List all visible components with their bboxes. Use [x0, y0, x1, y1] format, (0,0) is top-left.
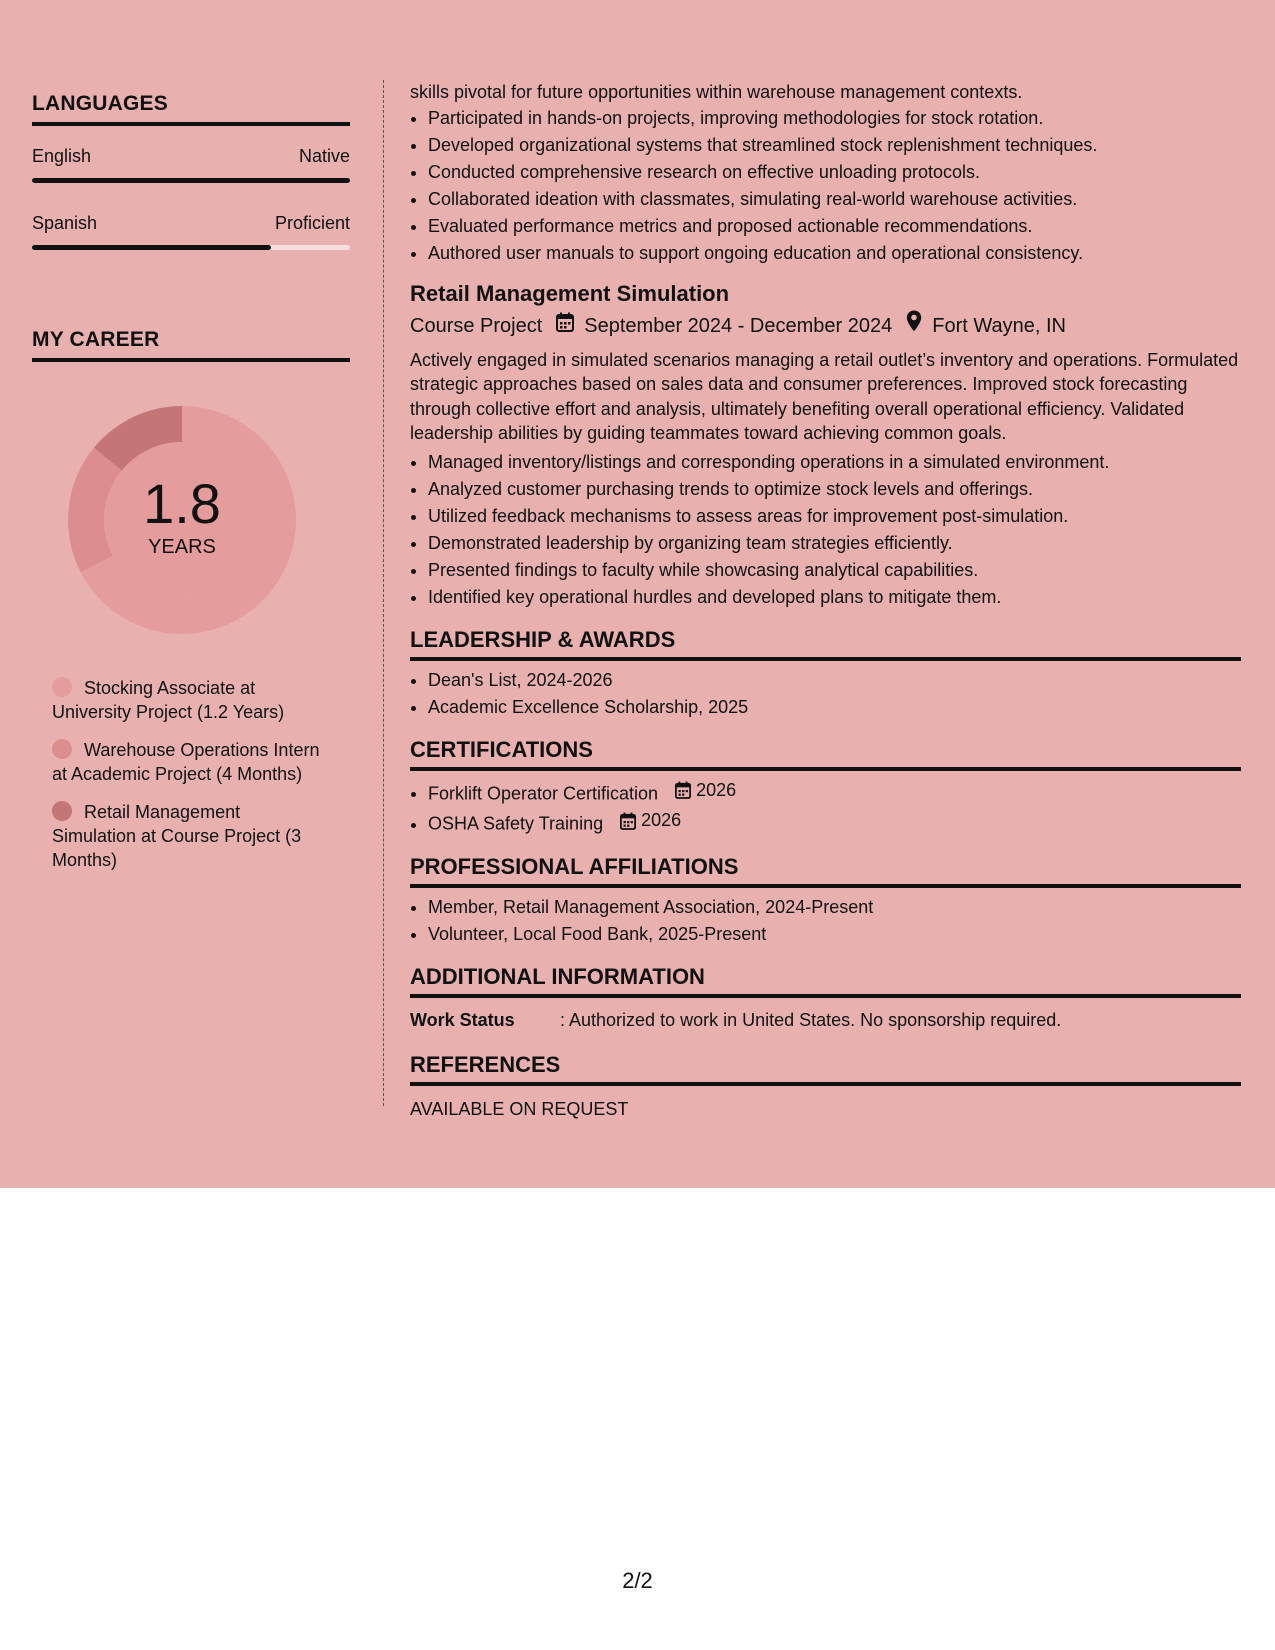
- language-level-bar: [32, 245, 350, 250]
- legend-item: [52, 800, 322, 872]
- list-item: • Participated in hands-on projects, improving methodologies for stock rotation.: [428, 105, 1241, 132]
- list-item: • Member, Retail Management Association, 2024-Present: [428, 894, 1241, 921]
- leadership-list: [410, 667, 1241, 721]
- legend-dot: [52, 739, 72, 759]
- language-level: Native: [298, 146, 350, 166]
- list-item: • Utilized feedback mechanisms to assess areas for improvement post-simulation.: [428, 503, 1241, 530]
- cert-year: 2026: [696, 779, 737, 800]
- language-level-fill: [32, 245, 271, 250]
- language-name: Spanish: [32, 213, 98, 233]
- job-title: Retail Management Simulation: [410, 280, 730, 306]
- legend-dot: [52, 801, 72, 821]
- language-level: Proficient: [274, 213, 350, 233]
- language-name: English: [32, 146, 92, 166]
- legend-label: Retail Management Simulation at Course Project (3 Months): [52, 802, 302, 870]
- affiliations-title: PROFESSIONAL AFFILIATIONS: [410, 854, 1241, 888]
- cert-name: OSHA Safety Training: [428, 813, 604, 834]
- affiliations-list: [410, 894, 1241, 948]
- list-item: • Authored user manuals to support ongoing education and operational consistency.: [428, 240, 1241, 267]
- list-item: • Evaluated performance metrics and proposed actionable recommendations.: [428, 213, 1241, 240]
- job-location: Fort Wayne, IN: [932, 314, 1066, 337]
- certifications-title: CERTIFICATIONS: [410, 737, 1241, 771]
- career-legend: [52, 676, 322, 872]
- leadership-title: LEADERSHIP & AWARDS: [410, 627, 1241, 661]
- list-item: [428, 807, 1241, 838]
- list-item: • Conducted comprehensive research on effective unloading protocols.: [428, 159, 1241, 186]
- list-item: • Collaborated ideation with classmates, simulating real-world warehouse activities.: [428, 186, 1241, 213]
- list-item: • Academic Excellence Scholarship, 2025: [428, 694, 1241, 721]
- list-item: [428, 777, 1241, 808]
- list-item: • Demonstrated leadership by organizing team strategies efficiently.: [428, 530, 1241, 557]
- list-item: • Dean's List, 2024-2026: [428, 667, 1241, 694]
- cert-year: 2026: [641, 810, 682, 830]
- cert-name: Forklift Operator Certification: [428, 783, 659, 803]
- right-column: [410, 80, 1241, 1126]
- certifications-list: [410, 777, 1241, 838]
- legend-label: Stocking Associate at University Project (1.2 Years): [52, 678, 285, 722]
- work-status-row: [410, 1004, 1241, 1036]
- column-divider: [383, 80, 384, 1106]
- left-column: [32, 92, 350, 886]
- language-level-bar: [32, 178, 350, 183]
- references-text: AVAILABLE ON REQUEST: [410, 1098, 629, 1119]
- legend-label: Warehouse Operations Intern at Academic Project (4 Months): [52, 740, 320, 784]
- career-total-unit: YEARS: [148, 536, 216, 558]
- experience-continued-text: skills pivotal for future opportunities within warehouse management contexts.: [410, 82, 1023, 102]
- legend-item: [52, 676, 322, 724]
- list-item: • Analyzed customer purchasing trends to optimize stock levels and offerings.: [428, 476, 1241, 503]
- legend-dot: [52, 677, 72, 697]
- job-bullets: [410, 449, 1241, 611]
- list-item: • Managed inventory/listings and corresponding operations in a simulated environment.: [428, 449, 1241, 476]
- list-item: • Identified key operational hurdles and developed plans to mitigate them.: [428, 584, 1241, 611]
- career-total-value: 1.8: [143, 472, 221, 535]
- career-donut-chart: [62, 400, 302, 640]
- job-description: Actively engaged in simulated scenarios managing a retail outlet’s inventory and operations. Formulated strategic approaches based on sales data and consumer preferences. Improved stock forecasting through collective effort and analysis, ultimately benefiting overall operational efficiency. Validated leadership abilities by guiding teammates toward achieving common goals.: [410, 349, 1239, 443]
- language-english: [32, 146, 350, 183]
- list-item: • Presented findings to faculty while showcasing analytical capabilities.: [428, 557, 1241, 584]
- location-pin-icon: [906, 310, 922, 342]
- list-item: • Developed organizational systems that streamlined stock replenishment techniques.: [428, 132, 1241, 159]
- legend-item: [52, 738, 322, 786]
- languages-title: LANGUAGES: [32, 92, 350, 126]
- calendar-icon: [620, 812, 636, 830]
- calendar-icon: [556, 310, 574, 342]
- list-item: • Volunteer, Local Food Bank, 2025-Present: [428, 921, 1241, 948]
- job-org: Course Project: [410, 314, 543, 337]
- career-title: MY CAREER: [32, 328, 350, 362]
- job-dates: September 2024 - December 2024: [584, 314, 893, 337]
- language-level-fill: [32, 178, 350, 183]
- cert-date: [675, 777, 736, 804]
- work-status-value: : Authorized to work in United States. No sponsorship required.: [560, 1009, 1062, 1030]
- references-title: REFERENCES: [410, 1052, 1241, 1086]
- experience-continued-bullets: [410, 105, 1241, 267]
- language-spanish: [32, 213, 350, 250]
- donut-center: [62, 474, 302, 559]
- cert-date: [620, 807, 681, 834]
- job-meta: [410, 310, 1241, 342]
- calendar-icon: [675, 781, 691, 799]
- work-status-label: Work Status: [410, 1009, 515, 1030]
- page-number: 2/2: [622, 1568, 653, 1593]
- additional-info-title: ADDITIONAL INFORMATION: [410, 964, 1241, 998]
